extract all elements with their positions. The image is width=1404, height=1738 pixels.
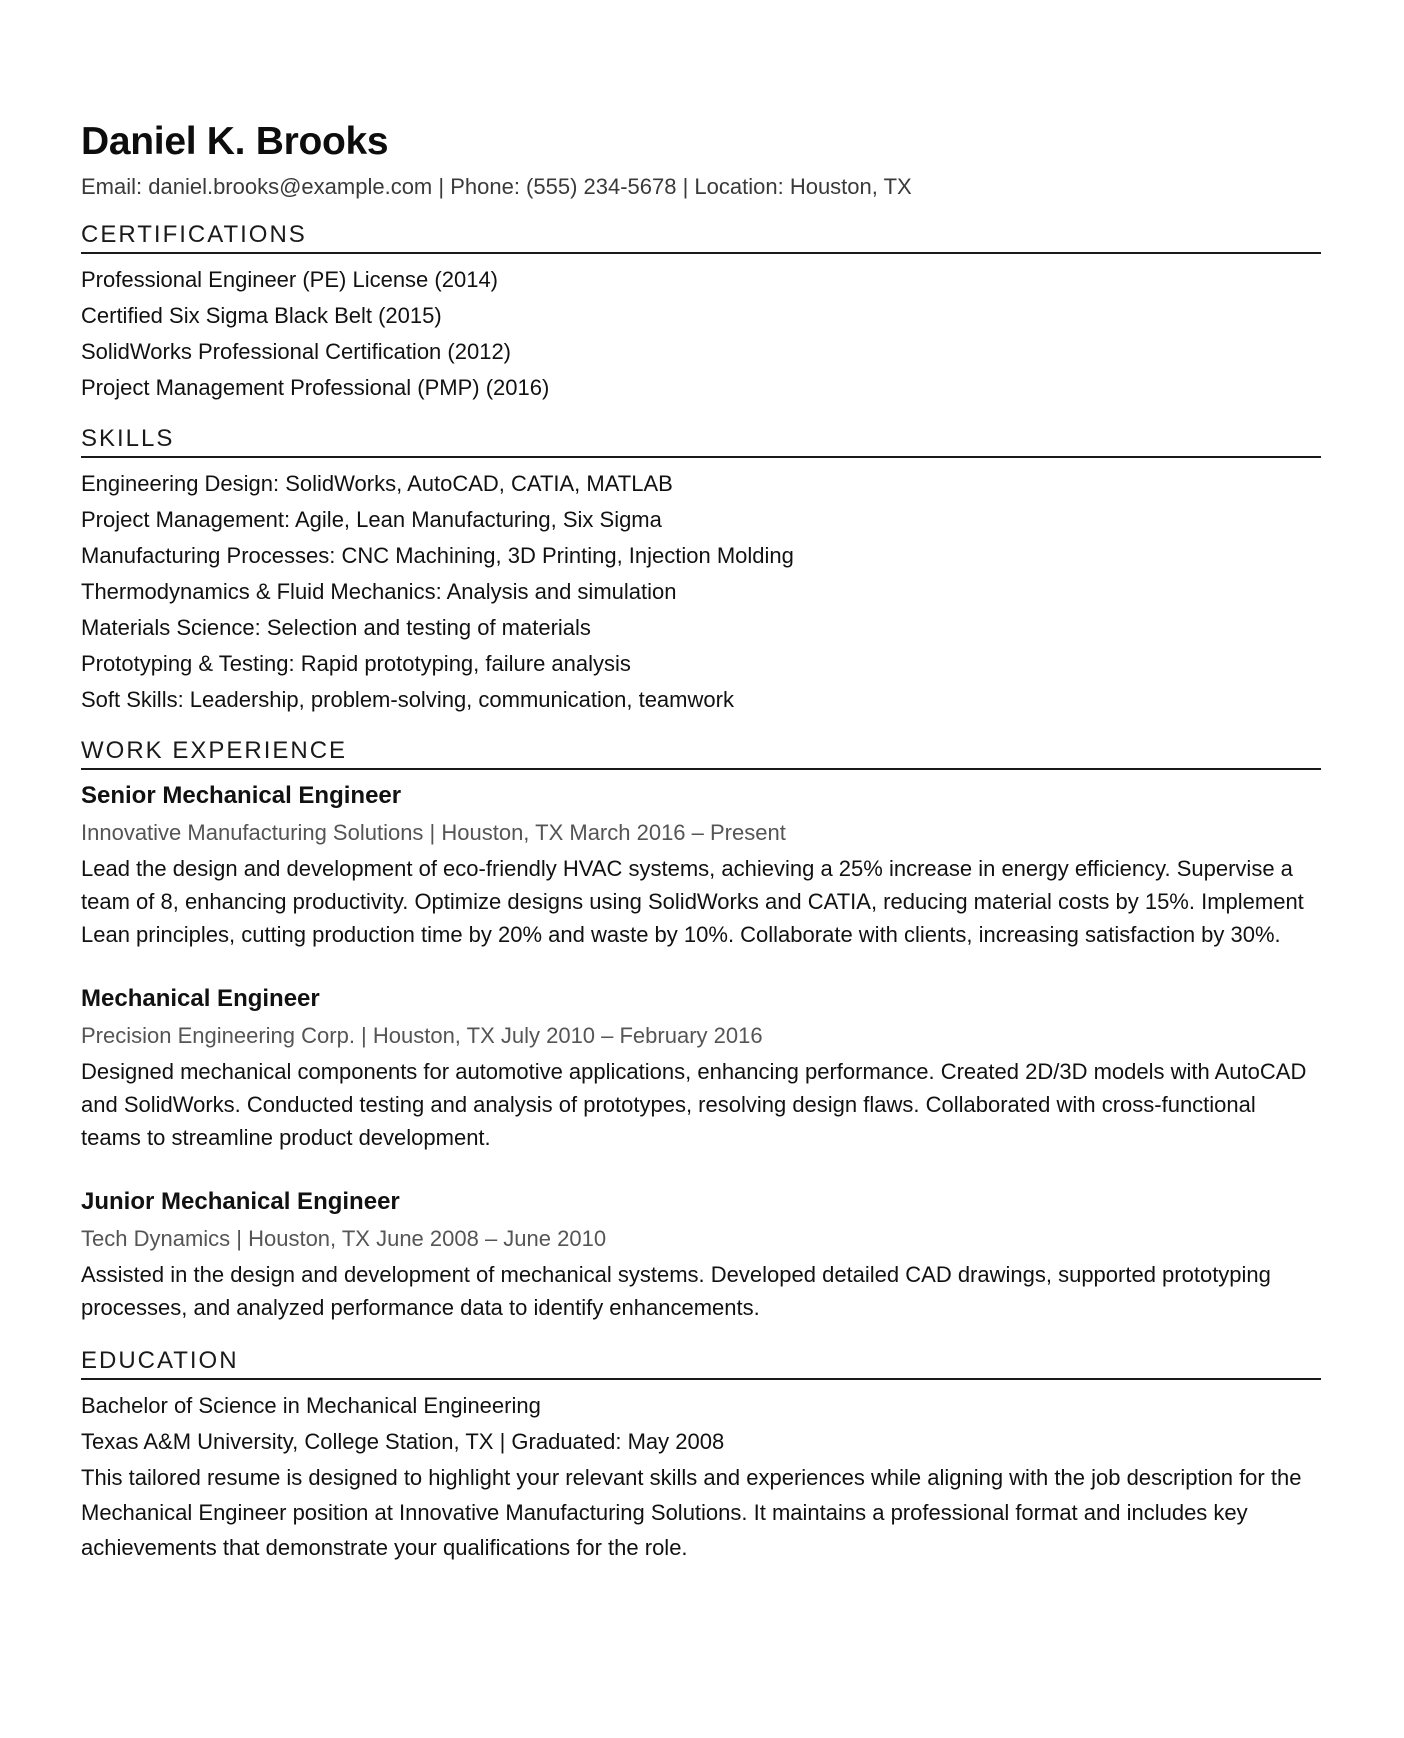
skill-item: Soft Skills: Leadership, problem-solving, communication, teamwork (81, 687, 734, 712)
job-title: Mechanical Engineer (81, 985, 320, 1012)
skills-heading: SKILLS (81, 424, 1321, 458)
job-meta: Innovative Manufacturing Solutions | Houston, TX March 2016 – Present (81, 820, 786, 845)
certification-item: Professional Engineer (PE) License (2014) (81, 267, 499, 292)
certification-item: Certified Six Sigma Black Belt (2015) (81, 303, 442, 328)
skill-item: Prototyping & Testing: Rapid prototyping, failure analysis (81, 651, 631, 676)
resume-page (81, 118, 1321, 1565)
certification-item: Project Management Professional (PMP) (2016) (81, 375, 550, 400)
candidate-name: Daniel K. Brooks (81, 120, 389, 163)
job-description: Designed mechanical components for automotive applications, enhancing performance. Created 2D/3D models with AutoCAD and SolidWorks. Conducted testing and analysis of prototypes, resolving design flaws. Collaborated with cross-functional teams to streamline product development. (81, 1059, 1307, 1150)
education-degree: Bachelor of Science in Mechanical Engineering (81, 1393, 541, 1418)
job-entry (81, 778, 1321, 951)
certifications-section (81, 220, 1321, 406)
job-description: Assisted in the design and development of mechanical systems. Developed detailed CAD drawings, supported prototyping processes, and analyzed performance data to identify enhancements. (81, 1262, 1271, 1320)
certifications-heading: CERTIFICATIONS (81, 220, 1321, 254)
skill-item: Materials Science: Selection and testing of materials (81, 615, 591, 640)
education-heading: EDUCATION (81, 1346, 1321, 1380)
work-experience-heading: WORK EXPERIENCE (81, 736, 1321, 770)
skill-item: Engineering Design: SolidWorks, AutoCAD, CATIA, MATLAB (81, 471, 673, 496)
education-section (81, 1346, 1321, 1565)
certification-item: SolidWorks Professional Certification (2012) (81, 339, 511, 364)
job-title: Senior Mechanical Engineer (81, 782, 402, 809)
skill-item: Thermodynamics & Fluid Mechanics: Analysis and simulation (81, 579, 677, 604)
work-experience-section (81, 736, 1321, 1324)
job-entry (81, 1184, 1321, 1324)
skill-item: Manufacturing Processes: CNC Machining, 3D Printing, Injection Molding (81, 543, 794, 568)
job-description: Lead the design and development of eco-friendly HVAC systems, achieving a 25% increase in energy efficiency. Supervise a team of 8, enhancing productivity. Optimize designs using SolidWorks and CATIA, reducing material costs by 15%. Implement Lean principles, cutting production time by 20% and waste by 10%. Collaborate with clients, increasing satisfaction by 30%. (81, 856, 1304, 947)
job-meta: Precision Engineering Corp. | Houston, TX July 2010 – February 2016 (81, 1023, 763, 1048)
job-title: Junior Mechanical Engineer (81, 1188, 400, 1215)
skills-section (81, 424, 1321, 718)
skill-item: Project Management: Agile, Lean Manufacturing, Six Sigma (81, 507, 662, 532)
education-note: This tailored resume is designed to highlight your relevant skills and experiences while aligning with the job description for the Mechanical Engineer position at Innovative Manufacturing Solutions. It maintains a professional format and includes key achievements that demonstrate your qualifications for the role. (81, 1465, 1302, 1560)
contact-line: Email: daniel.brooks@example.com | Phone: (555) 234-5678 | Location: Houston, TX (81, 174, 912, 199)
job-meta: Tech Dynamics | Houston, TX June 2008 – June 2010 (81, 1226, 607, 1251)
job-entry (81, 981, 1321, 1154)
education-school: Texas A&M University, College Station, TX | Graduated: May 2008 (81, 1429, 725, 1454)
